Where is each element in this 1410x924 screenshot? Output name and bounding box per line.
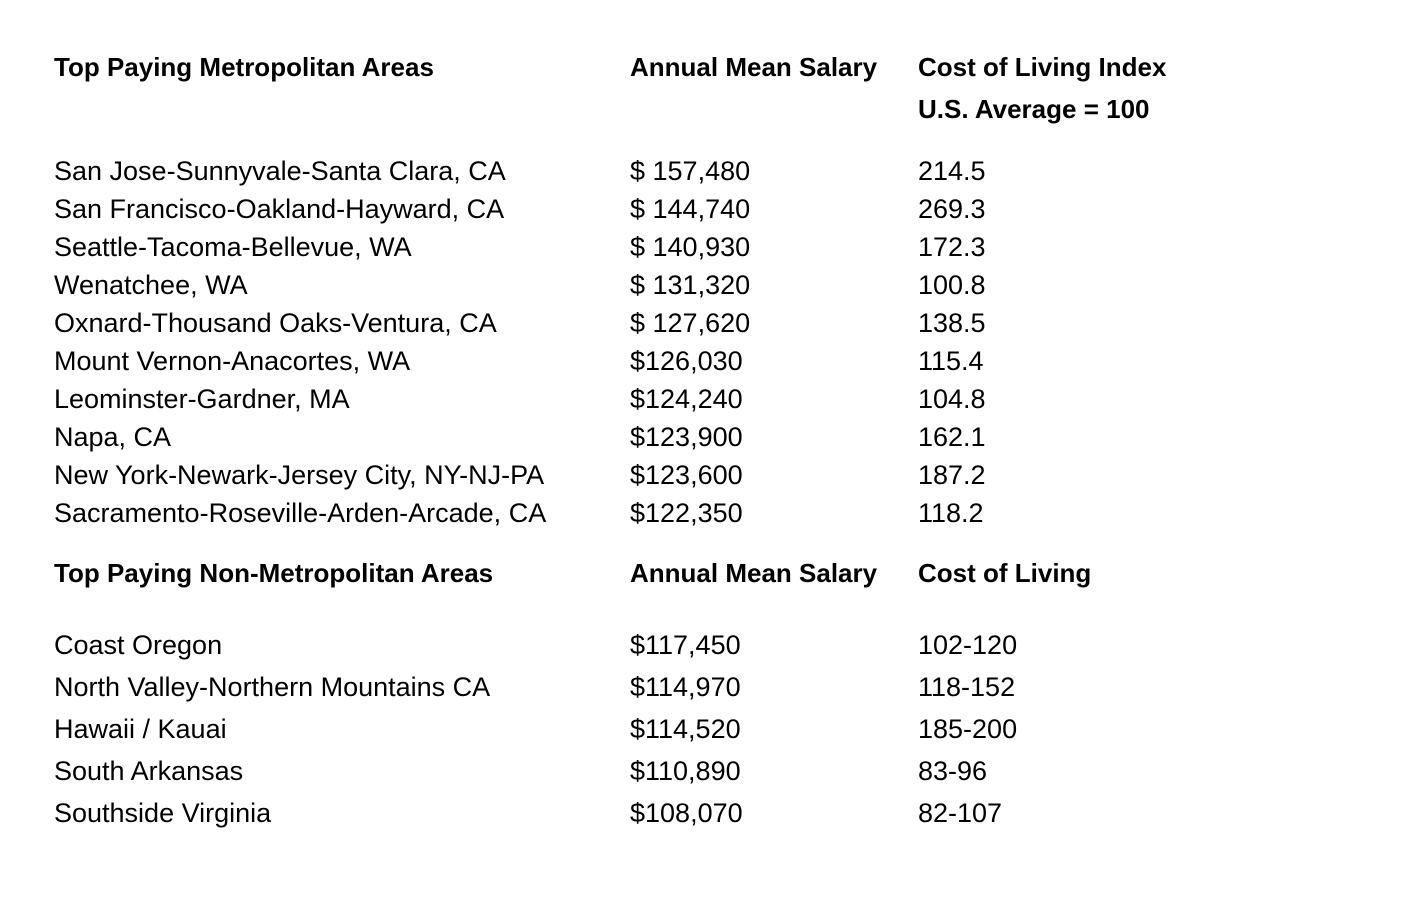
area-cell: San Jose-Sunnyvale-Santa Clara, CA <box>54 156 506 186</box>
salary-cell: $ 131,320 <box>630 270 751 300</box>
metro-area-header: Top Paying Metropolitan Areas <box>54 52 434 82</box>
salary-cell: $ 157,480 <box>630 156 751 186</box>
cost-cell: 102-120 <box>918 630 1018 660</box>
salary-cell: $117,450 <box>630 630 741 660</box>
cost-cell: 187.2 <box>918 460 986 490</box>
nonmetro-cost-header: Cost of Living <box>918 558 1092 588</box>
cost-cell: 162.1 <box>918 422 986 452</box>
area-cell: Sacramento-Roseville-Arden-Arcade, CA <box>54 498 547 528</box>
cost-cell: 172.3 <box>918 232 986 262</box>
salary-cell: $123,600 <box>630 460 743 490</box>
cost-cell: 104.8 <box>918 384 986 414</box>
nonmetro-area-header: Top Paying Non-Metropolitan Areas <box>54 558 494 588</box>
nonmetro-salary-header: Annual Mean Salary <box>630 558 878 588</box>
area-cell: Seattle-Tacoma-Bellevue, WA <box>54 232 412 262</box>
cost-cell: 100.8 <box>918 270 986 300</box>
salary-cell: $110,890 <box>630 756 741 786</box>
cost-cell: 83-96 <box>918 756 988 786</box>
area-cell: South Arkansas <box>54 756 244 786</box>
salary-cell: $123,900 <box>630 422 743 452</box>
salary-cell: $124,240 <box>630 384 743 414</box>
area-cell: Mount Vernon-Anacortes, WA <box>54 346 411 376</box>
metro-cost-subheader: U.S. Average = 100 <box>918 94 1150 124</box>
salary-cell: $126,030 <box>630 346 743 376</box>
cost-cell: 185-200 <box>918 714 1018 744</box>
area-cell: Wenatchee, WA <box>54 270 248 300</box>
cost-cell: 118-152 <box>918 672 1016 702</box>
area-cell: Leominster-Gardner, MA <box>54 384 350 414</box>
cost-cell: 214.5 <box>918 156 986 186</box>
salary-cell: $ 140,930 <box>630 232 751 262</box>
area-cell: Napa, CA <box>54 422 172 452</box>
cost-cell: 115.4 <box>918 346 984 376</box>
area-cell: New York-Newark-Jersey City, NY-NJ-PA <box>54 460 545 490</box>
salary-cell: $108,070 <box>630 798 743 828</box>
metro-salary-header: Annual Mean Salary <box>630 52 878 82</box>
area-cell: Hawaii / Kauai <box>54 714 227 744</box>
salary-cell: $ 144,740 <box>630 194 751 224</box>
salary-cell: $122,350 <box>630 498 743 528</box>
cost-cell: 118.2 <box>918 498 984 528</box>
metro-cost-header: Cost of Living Index <box>918 52 1167 82</box>
salary-cell: $114,520 <box>630 714 741 744</box>
area-cell: San Francisco-Oakland-Hayward, CA <box>54 194 505 224</box>
cost-cell: 269.3 <box>918 194 986 224</box>
salary-cell: $114,970 <box>630 672 741 702</box>
salary-cell: $ 127,620 <box>630 308 751 338</box>
area-cell: North Valley-Northern Mountains CA <box>54 672 491 702</box>
cost-cell: 138.5 <box>918 308 986 338</box>
area-cell: Coast Oregon <box>54 630 223 660</box>
cost-cell: 82-107 <box>918 798 1003 828</box>
area-cell: Southside Virginia <box>54 798 272 828</box>
area-cell: Oxnard-Thousand Oaks-Ventura, CA <box>54 308 497 338</box>
